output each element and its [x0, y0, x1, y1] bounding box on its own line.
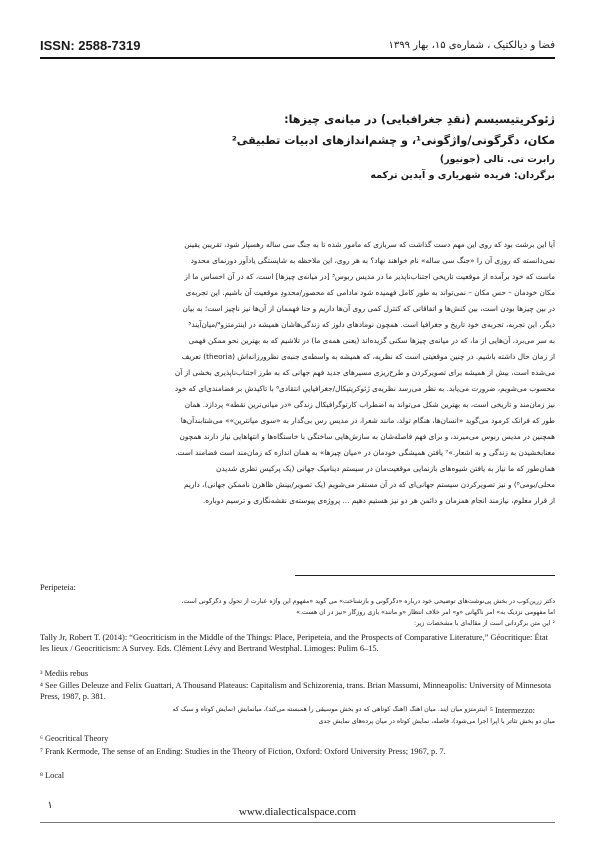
- footnote-1-text: دکتر زرین‌کوب در بخش پی‌نوشت‌های توضیحی خود درباره «دگرگونی و بازشناخت» می گوید «مفهوم این واژه عبارت از تحول و دگرگونی است،: [181, 598, 555, 605]
- body-line: نیز زمان‌مند و تاریخی است، به بهترین شکل می‌تواند به اضطراب کارتوگرافیکال زندگی «در میانی‌ترین نقطه» پردازد. همان: [184, 400, 555, 409]
- body-line: مکان خودمان – حس مکان – نمی‌تواند به طور کامل فهمیده شود مادامی که محصور/محدودِ موقعیت آن باشیم. این تجربه‌ی: [185, 288, 555, 297]
- body-line: همچنین در مدیس ربوس می‌میرند، و برای فهم فاصله‌شان به سازش‌هایی ساختگی با خاستگاه‌ها و انتهاهایی نیاز دارند همچون: [179, 432, 555, 441]
- body-line: همان‌طور که ما نیاز به یافتن شیوه‌های بازنمایی موقعیت‌مان در سیستم دینامیک جهانی (یک پرکیس نظری شدیدن: [216, 464, 555, 473]
- article-translators: برگردان: فریده شهریاری و آیدین ترکمه: [370, 170, 555, 181]
- body-line: محلی/بومی⁸) و نیز تصویرکردن سیستم جهانی‌ای که در آن مستقر می‌شویم (یک تصویر/بینش ظاهرن ناممکن جهانی)، داریم: [184, 480, 555, 489]
- body-line: در بین چیزها بودن است، بین کنش‌ها و اتفاقاتی که کنترل کمی روی آن‌ها داریم و حتا فهممان از آن‌ها نیز ناچیز است؛ به بیان: [182, 304, 555, 313]
- body-line: از زمان حال داشته باشیم. در چنین موقعیتی است که نظریه، که همیشه به واسطه‌ی جنبه‌ی نظرورزانه‌اش (theoria) تعریف: [181, 352, 555, 361]
- header-divider: [40, 57, 555, 59]
- body-line: نمی‌دانسته که روزی آن را «جنگ سی ساله» نام خواهند نهاد؟ به هر روی، این ملاحظه به شایستگی یادآور دورنمای محدود: [190, 256, 555, 265]
- footer-website: www.dialecticalspace.com: [238, 806, 357, 818]
- footnote-6: ⁶ Geocritical Theory: [40, 734, 109, 743]
- body-line: از قرار معلوم، نیازمند انجام همزمان و دائمن هر دو نیز هستیم دهیم ... پروژه‌ی پیوسته‌ی نقشه‌نگاری و ترسیم دوباره.: [202, 496, 555, 505]
- footnote-5-term: ⁵ Intermezzo:: [490, 706, 536, 715]
- body-line: دیگر، این تجربه، تجربه‌ی خود تاریخ و جغرافیا است. همچون نوماد‌های دلوز که زندگی‌هاشان همیشه در اینترمتزو⁴/میان‌آیند⁵: [188, 320, 555, 329]
- body-line: آیا این برشت بود که روی این مهم دست گذاشت که سربازی که مامور شده تا به جنگ سی ساله رهسپار شود، تقریبن یقینن: [184, 240, 555, 249]
- body-line: معنابخشیدن به زندگی و به اشعار.»⁷ یافتن همیشگی خودمان در «میان چیزها» به همان اندازه که زمان‌مند است فضامند است.: [175, 448, 555, 457]
- body-line: ماست که خود برآمده از موقعیت تاریخیِ اجتناب‌ناپذیر ما در مدیس ربوس³ [در میانه‌ی چیزها] است، که در آن احساس ما از: [184, 272, 555, 281]
- journal-issue-label: فضا و دیالکتیک ، شماره‌ی ۱۵، بهار ۱۳۹۹: [388, 40, 555, 51]
- article-author: رابرت تی. تالی (جونیور): [439, 154, 555, 165]
- footer-divider: [40, 822, 555, 823]
- footnote-3: ³ Mediis rebus: [40, 669, 89, 678]
- footnote-2-intro: ² این متن برگردانی است از مقاله‌ای با مشخصات زیر:: [413, 620, 555, 627]
- article-title-line-1: ژئوکریتیسیسم (نقدِ جغرافیایی) در میانه‌ی چیزها:: [284, 113, 555, 126]
- body-line: طور که فرانک کرمود می‌گوید «انسان‌ها، هنگام تولد، مانند شعرا، در مدیس رس بی‌گدار به «سوی میانترین»» می‌شتابند‌آن‌ها: [180, 416, 555, 425]
- body-line: می‌شده است، بیش از همیشه برای تصویرکردن و طرح‌ریزی مسیرهای جدید فهم جهانی که به طرز اجتناب‌ناپذیری بخشی از آن: [174, 368, 555, 377]
- footnote-5-text: اینترمتزو میان آیند. میان آهنگ (آهنگ کوتاهی که دو بخش موسیقی را همبسته می‌کند)، میانمایش (نمایش کوتاه و سبک که: [172, 706, 487, 713]
- issn-label: ISSN: 2588-7319: [40, 38, 141, 53]
- body-line: به سر می‌برد، آن‌هایی از ما، که در میانه‌ی چیزها سکنی گزیده‌اند (یعنی همه‌ی ما) در تلاشیم که به بهترین نحو ممکن فهمی: [188, 336, 555, 345]
- footnote-1-term: Peripeteia:: [40, 583, 76, 592]
- body-line: محسوب می‌شویم، ضرورت می‌یابد. به نظر می‌رسد نظریه‌ی ژئوکریتیکال/جغرافیاییِ انتقادی⁶ با تاکیدش بر فضامندی‌ای که خود: [174, 384, 555, 393]
- footnote-1-text: اما مفهومی نزدیک به» امر ناگهانی «و» امر خلاف انتظار «و مانند» بازی روزگار «نیز در آن هست.»: [296, 609, 555, 616]
- article-title-line-2: مکان، دگرگونی/واژگونی¹، و چشم‌اندازهای ادبیات تطبیقی²: [231, 134, 555, 147]
- footnote-2-citation: Tally Jr, Robert T. (2014): “Geocriticism in the Middle of the Things: Place, Peripeteia, and the Prospects of Comparative Literature,” Géocritique: État les lieux / Geocriticism: A Survey. Eds. Clément Lévy and Bertrand Westphal. Limoges: Pulim 6–15.: [40, 633, 548, 653]
- footnote-4: ⁴ See Gilles Deleuze and Felix Guattari, A Thousand Plateaus: Capitalism and Schizorenia, trans. Brian Massumi, Minneapolis: University of Minnesota Press, 1987, p. 381.: [40, 681, 551, 701]
- footnote-divider: [295, 575, 555, 576]
- footnote-8: ⁸ Local: [40, 771, 65, 780]
- footnote-5-text: میان دو بخش تئاتر یا اپرا اجرا می‌شود)، فاصله، نمایش کوتاه در میان پرده‌های نمایش جدی: [318, 718, 555, 725]
- footnote-7: ⁷ Frank Kermode, The sense of an Ending: Studies in the Theory of Fiction, Oxford: Oxford University Press; 1967, p. 7.: [40, 747, 446, 756]
- page-number: ۱: [47, 800, 53, 811]
